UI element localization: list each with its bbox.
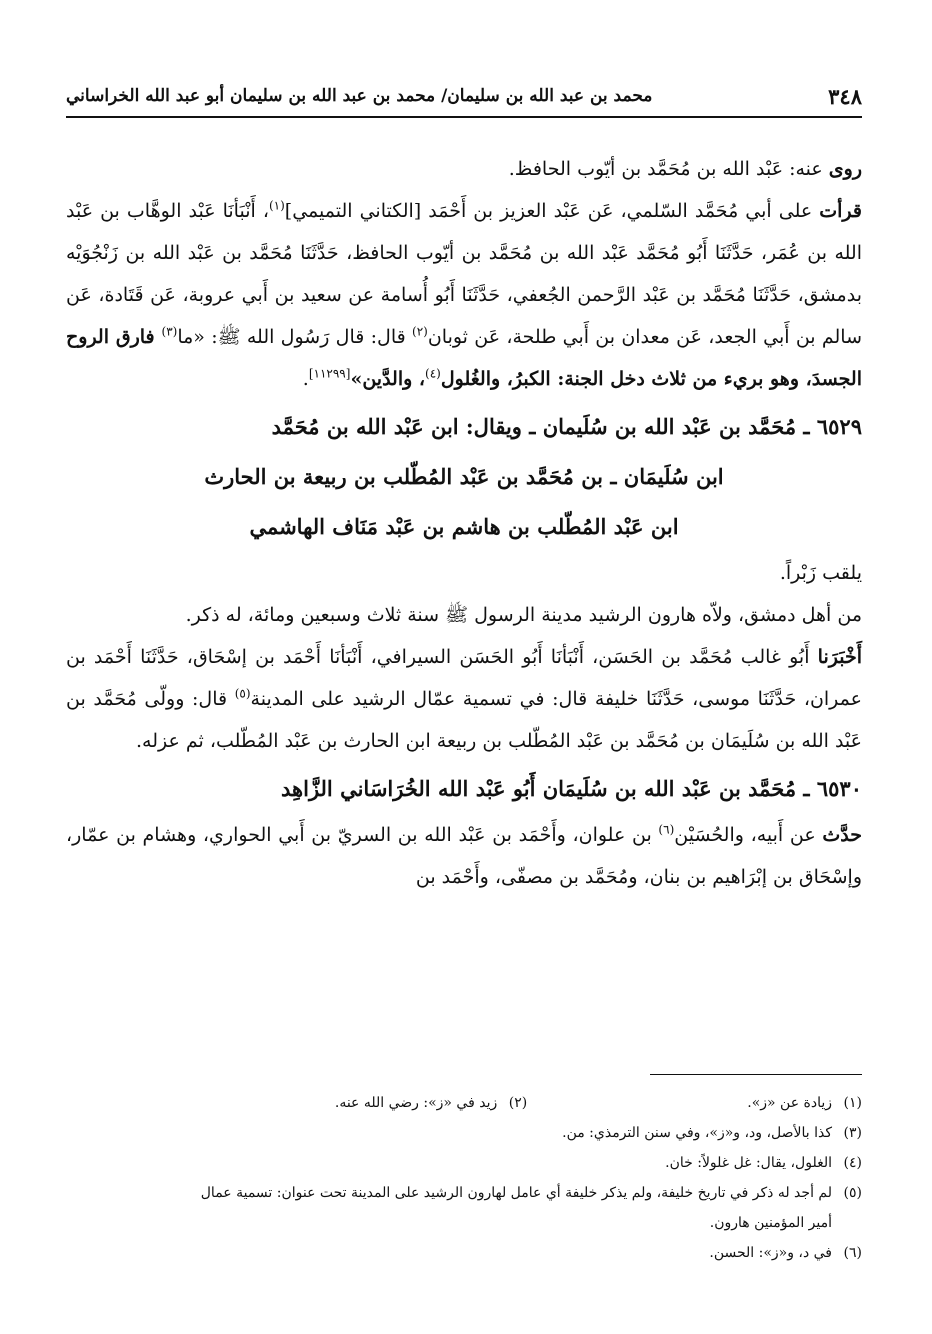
hadith-text: فارق الروح الجسدَ، وهو بريء من ثلاث دخل الجنة: الكبرُ، والغُلول	[66, 326, 862, 390]
paragraph-text: على أبي مُحَمَّد السّلمي، عَن عَبْد العزيز بن أَحْمَد [الكتاني التميمي]	[284, 200, 820, 222]
footnote-number: (٦)	[843, 1245, 862, 1261]
footnote-6	[66, 1238, 862, 1268]
paragraph-lead: حدَّث	[822, 824, 862, 846]
main-text	[66, 148, 862, 898]
paragraph-text: قال: وولّى مُحَمَّد بن عَبْد الله بن سُلَيمَان بن مُحَمَّد بن عَبْد المُطّلب بن ربيعة ابن الحارث بن عَبْد المُطّلب، ثم عزله.	[66, 688, 862, 752]
hadith-text: ، والدَّين»	[350, 368, 426, 390]
footnote-separator	[650, 1074, 862, 1075]
entry-heading-6529-line-3: ابن عَبْد المُطّلب بن هاشم بن عَبْد مَنَاف الهاشمي	[249, 514, 679, 539]
footnote-number: (٤)	[843, 1155, 862, 1171]
paragraph-text: قال: قال رَسُول الله ﷺ: «ما	[177, 326, 412, 348]
footnote-number: (٣)	[843, 1125, 862, 1141]
paragraph-text: أَبُو غالب مُحَمَّد بن الحَسَن، أَنْبَأنَا أَبُو الحَسَن السيرافي، أَنْبَأنَا أَحْمَد بن إسْحَاق، حَدَّثَنَا أَحْمَد بن عمران، حَدَّثَنَا موسى، حَدَّثَنَا خليفة قال: في تسمية عمّال الرشيد على المدينة	[66, 646, 862, 710]
paragraph-lead: أَخْبَرَنا	[817, 646, 862, 668]
footnote-number: (٢)	[508, 1095, 528, 1111]
entry-heading-6530: ٦٥٣٠ ـ مُحَمَّد بن عَبْد الله بن سُلَيمَان أَبُو عَبْد الله الخُرَاسَاني الزَّاهِد	[281, 776, 862, 801]
page-number: ٣٤٨	[828, 83, 862, 109]
footnote-marker: (٤)	[425, 366, 441, 381]
footnote-4	[66, 1148, 862, 1178]
footnote-text: في د، و«ز»: الحسن.	[709, 1245, 832, 1261]
footnote-marker: (٦)	[658, 822, 675, 837]
footnote-text: الغلول، يقال: غل غلولاً: خان.	[665, 1155, 832, 1171]
paragraph-hadith-chain	[66, 190, 862, 400]
paragraph-text: .	[302, 368, 309, 390]
footnote-row	[66, 1088, 862, 1118]
footnote-5	[66, 1178, 862, 1208]
footnote-text: لم أجد له ذكر في تاريخ خليفة، ولم يذكر خليفة أي عامل لهارون الرشيد على المدينة تحت عنوان: تسمية عمال	[200, 1185, 832, 1201]
footnote-number: (١)	[843, 1095, 862, 1111]
paragraph-lead: قرأت	[819, 200, 862, 222]
footnote-1	[747, 1088, 862, 1118]
footnotes	[66, 1088, 862, 1268]
footnote-marker: (٣)	[161, 324, 178, 339]
entry-heading-6529-line-2: ابن سُلَيمَان ـ بن مُحَمَّد بن عَبْد المُطّلب بن ربيعة بن الحارث	[204, 464, 724, 489]
paragraph-origin: من أهل دمشق، ولاّه هارون الرشيد مدينة الرسول ﷺ سنة ثلاث وسبعين ومائة، له ذكر.	[185, 604, 862, 626]
paragraph-lead: روى	[828, 158, 862, 180]
page-header	[66, 76, 862, 118]
paragraph-narrated-from	[66, 814, 862, 898]
footnote-3	[66, 1118, 862, 1148]
footnote-marker: (١)	[268, 198, 285, 213]
footnote-5-continuation: أمير المؤمنين هارون.	[709, 1215, 832, 1231]
paragraph-text: عنه: عَبْد الله بن مُحَمَّد بن أيّوب الحافظ.	[508, 158, 829, 180]
running-title: محمد بن عبد الله بن سليمان/ محمد بن عبد الله بن سليمان أبو عبد الله الخراساني	[66, 86, 653, 106]
footnote-marker: (٥)	[234, 686, 251, 701]
footnote-2	[335, 1088, 527, 1118]
hadith-reference-number: [١١٢٩٩]	[308, 366, 351, 381]
paragraph-text: بن علوان، وأَحْمَد بن عَبْد الله بن السريّ بن أَبي الحواري، وهشام بن عمّار، وإسْحَاق بن إبْرَاهيم بن بنان، ومُحَمَّد بن مصفّى، وأَحْمَد بن	[66, 824, 862, 888]
footnote-text: زيد في «ز»: رضي الله عنه.	[334, 1095, 498, 1111]
paragraph-nickname: يلقب زَبْراً.	[779, 562, 862, 584]
footnote-number: (٥)	[843, 1185, 862, 1201]
footnote-text: زيادة عن «ز».	[747, 1095, 832, 1111]
paragraph-text: ، أَنْبَأنَا عَبْد الوهَّاب بن عَبْد الله بن عُمَر، حَدَّثَنَا أَبُو مُحَمَّد عَبْد الله بن مُحَمَّد بن أيّوب الحافظ، حَدَّثَنَا مُحَمَّد بن عَبْد الله بن زَنْجُوَيْه بدمشق، حَدَّثَنَا مُحَمَّد بن عَبْد الرَّحمن الجُعفي، حَدَّثَنَا أَبُو أُسامة عن سعيد بن أَبي عروبة، عَن قَتَادة، عَن سالم بن أَبي الجعد، عَن معدان بن أَبي طلحة، عَن ثوبان	[66, 200, 862, 348]
paragraph-narrators	[66, 148, 862, 190]
footnote-text: كذا بالأصل، ود، و«ز»، وفي سنن الترمذي: من.	[562, 1125, 832, 1141]
entry-heading-6529-line-1: ٦٥٢٩ ـ مُحَمَّد بن عَبْد الله بن سُلَيمان ـ ويقال: ابن عَبْد الله بن مُحَمَّد	[271, 414, 862, 439]
footnote-marker: (٢)	[412, 324, 428, 339]
paragraph-report	[66, 636, 862, 762]
paragraph-text: عن أَبيه، والحُسَيْن	[674, 824, 823, 846]
